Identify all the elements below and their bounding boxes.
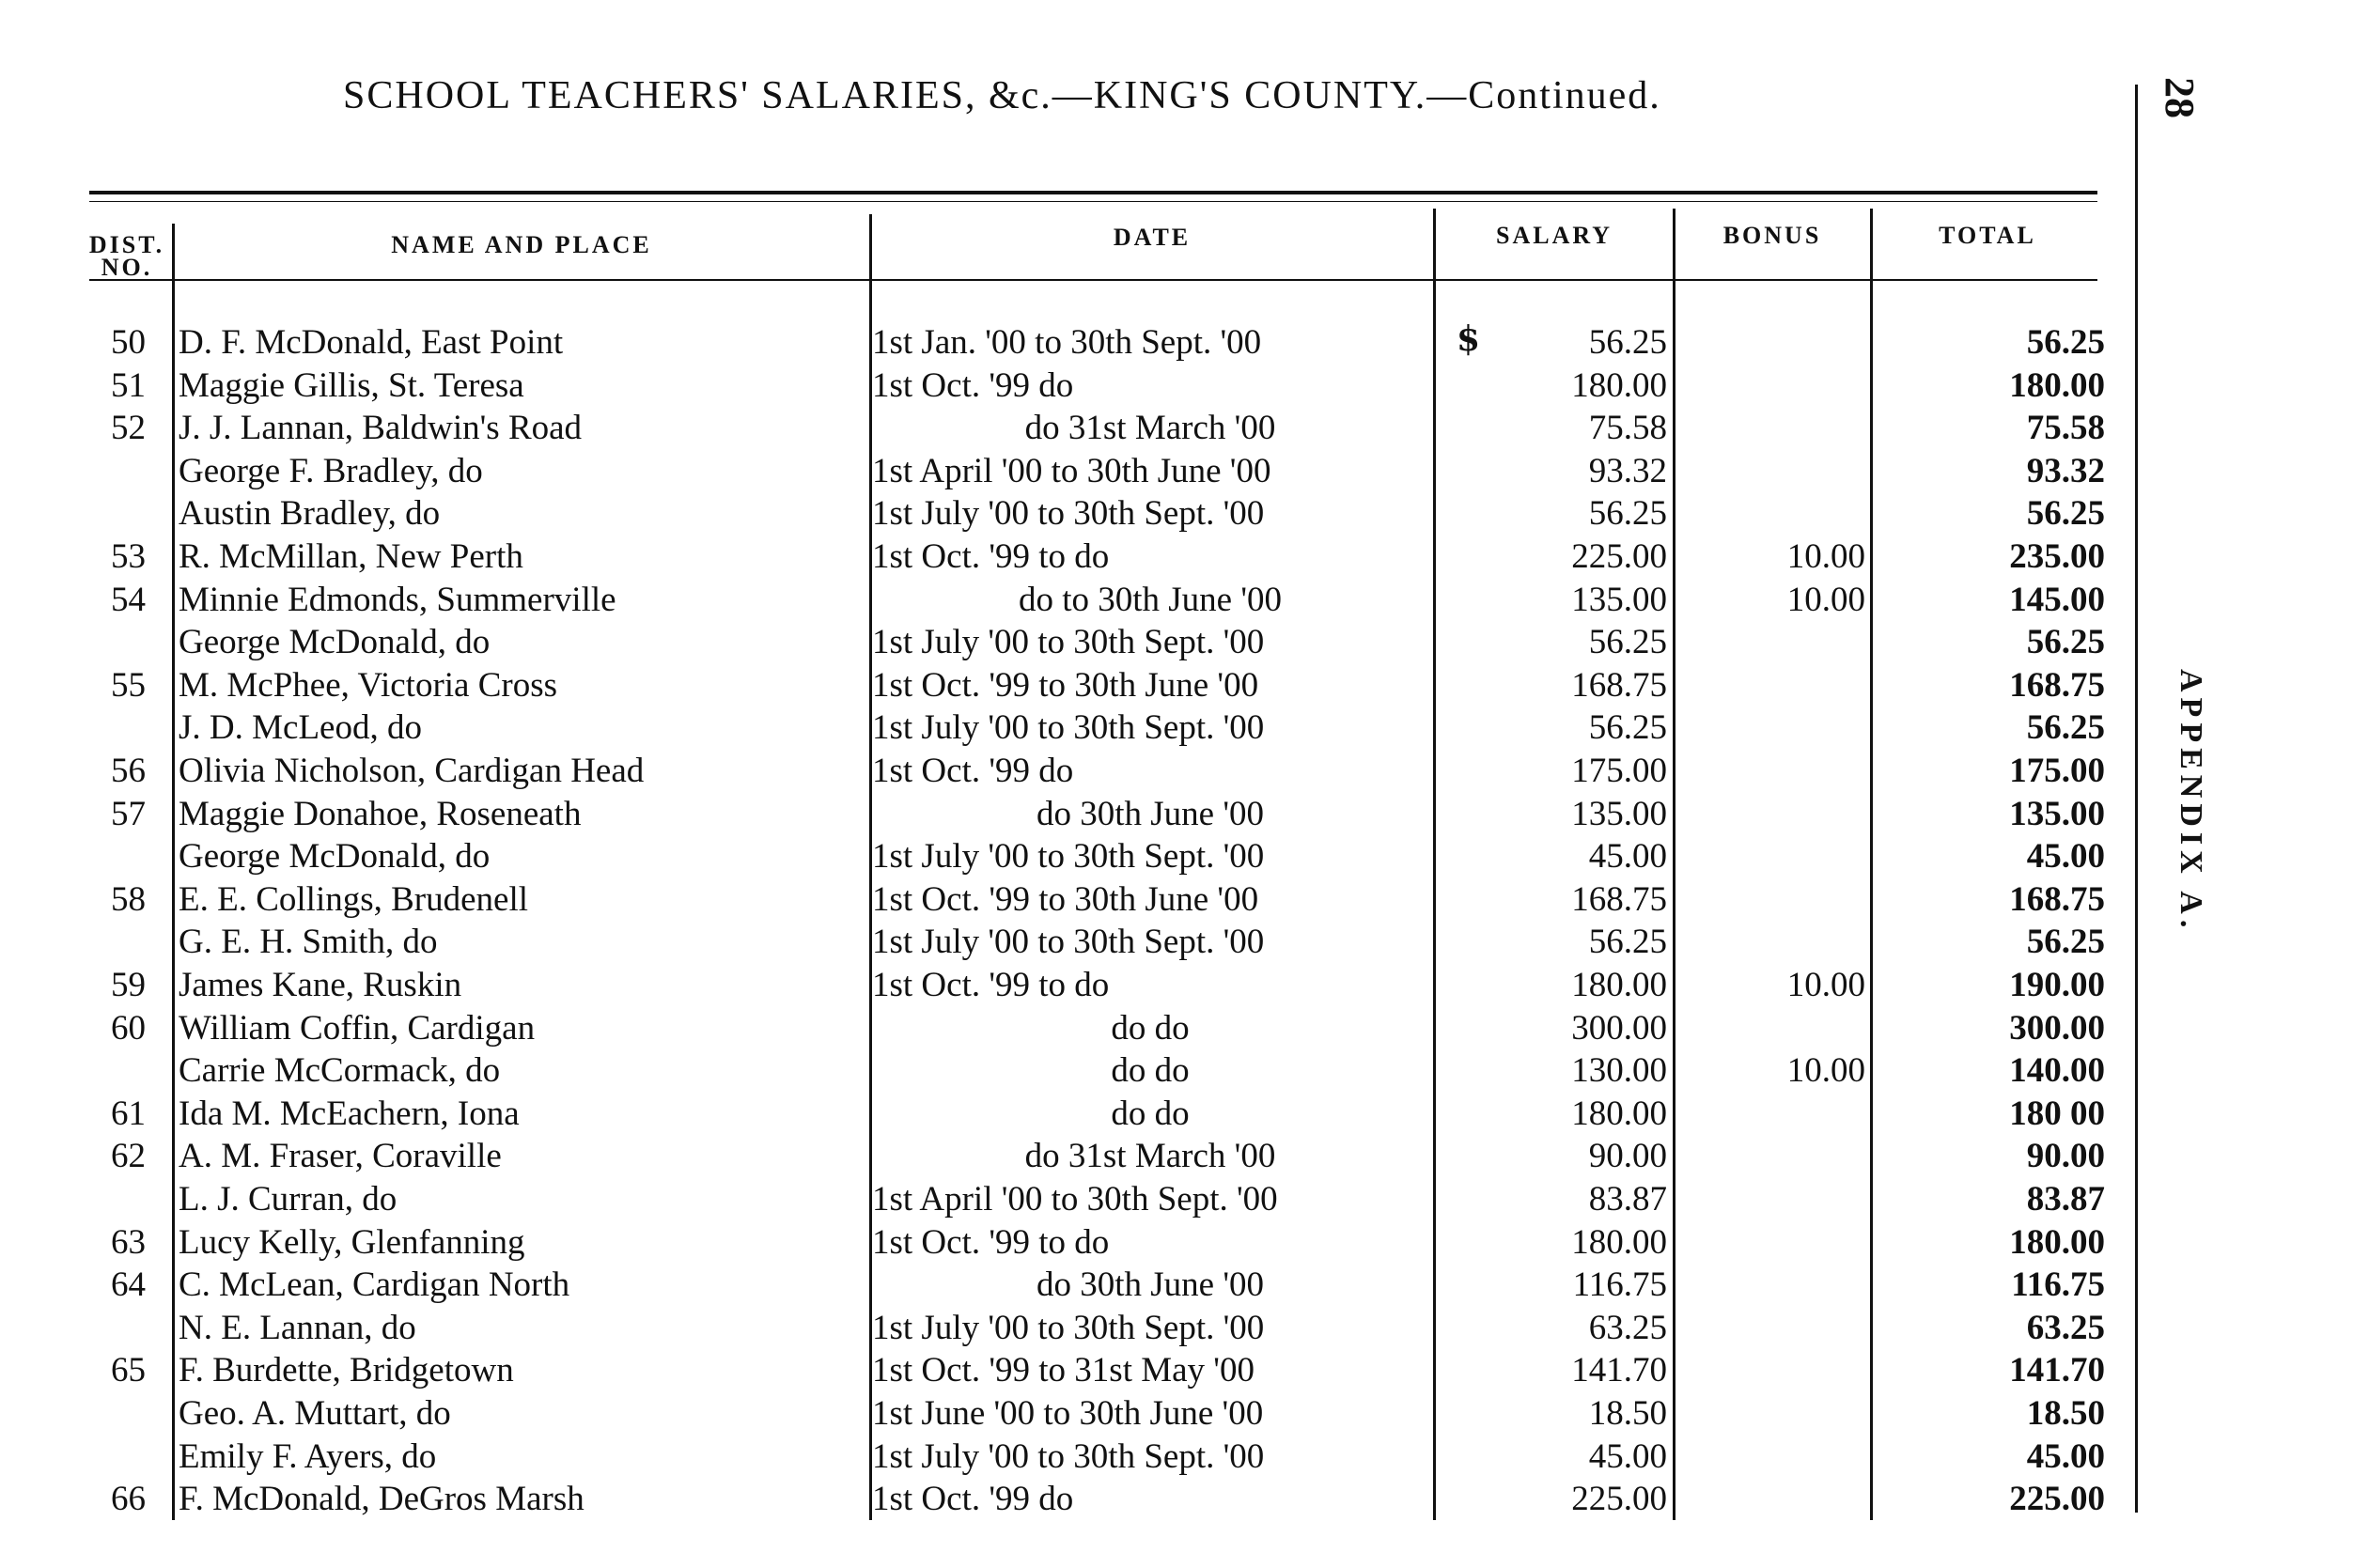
total-amount: 190.00 <box>2009 966 2105 1004</box>
dist-number: 64 <box>111 1265 146 1304</box>
teacher-name-place: A. M. Fraser, Coraville <box>179 1137 502 1175</box>
teacher-name-place: F. Burdette, Bridgetown <box>179 1351 514 1389</box>
teacher-name-place: F. McDonald, DeGros Marsh <box>179 1480 584 1518</box>
dist-number: 62 <box>111 1137 146 1175</box>
total-amount: 180.00 <box>2009 366 2105 405</box>
table-row <box>0 1136 2161 1177</box>
teacher-name-place: E. E. Collings, Brudenell <box>179 880 529 919</box>
date-range: 1st July '00 to 30th Sept. '00 <box>872 923 1265 961</box>
table-row <box>0 1094 2161 1135</box>
dist-number: 55 <box>111 666 146 705</box>
table-row <box>0 751 2161 792</box>
table-row <box>0 1008 2161 1049</box>
header-date: DATE <box>1113 224 1192 251</box>
dist-number: 51 <box>111 366 146 405</box>
total-amount: 56.25 <box>2026 623 2105 661</box>
dist-number: 57 <box>111 795 146 833</box>
date-range: 1st Oct. '99 do <box>872 752 1074 790</box>
date-range: 1st Jan. '00 to 30th Sept. '00 <box>872 323 1262 362</box>
date-range: do 31st March '00 <box>1024 1137 1276 1175</box>
total-amount: 116.75 <box>2011 1265 2105 1304</box>
date-range: 1st Oct. '99 do <box>872 1480 1074 1518</box>
total-amount: 56.25 <box>2026 323 2105 362</box>
salary-amount: 180.00 <box>1571 966 1667 1004</box>
teacher-name-place: William Coffin, Cardigan <box>179 1009 536 1048</box>
teacher-name-place: L. J. Curran, do <box>179 1180 397 1219</box>
total-amount: 63.25 <box>2026 1309 2105 1347</box>
dist-number: 66 <box>111 1480 146 1518</box>
currency-symbol: $ <box>1457 319 1481 359</box>
table-row <box>0 493 2161 535</box>
teacher-name-place: Ida M. McEachern, Iona <box>179 1094 520 1133</box>
date-range: 1st Oct. '99 to 30th June '00 <box>872 880 1259 919</box>
salary-amount: 63.25 <box>1588 1309 1667 1347</box>
table-row <box>0 622 2161 663</box>
salary-amount: 116.75 <box>1572 1265 1667 1304</box>
total-amount: 90.00 <box>2026 1137 2105 1175</box>
table-row <box>0 922 2161 963</box>
salary-amount: 225.00 <box>1571 1480 1667 1518</box>
salary-amount: 90.00 <box>1588 1137 1667 1175</box>
total-amount: 83.87 <box>2026 1180 2105 1219</box>
total-amount: 175.00 <box>2009 752 2105 790</box>
teacher-name-place: R. McMillan, New Perth <box>179 537 523 576</box>
total-amount: 168.75 <box>2009 880 2105 919</box>
teacher-name-place: Olivia Nicholson, Cardigan Head <box>179 752 645 790</box>
total-amount: 45.00 <box>2026 1437 2105 1476</box>
total-amount: 75.58 <box>2026 409 2105 447</box>
date-range: 1st Oct. '99 to 30th June '00 <box>872 666 1259 705</box>
total-amount: 145.00 <box>2009 581 2105 619</box>
teacher-name-place: Austin Bradley, do <box>179 494 441 533</box>
total-amount: 18.50 <box>2026 1394 2105 1433</box>
date-range: do 30th June '00 <box>1036 795 1265 833</box>
dist-number: 52 <box>111 409 146 447</box>
page-title: SCHOOL TEACHERS' SALARIES, &c.—KING'S COUNTY.—Continued. <box>343 74 1661 117</box>
total-amount: 141.70 <box>2009 1351 2105 1389</box>
date-range: 1st Oct. '99 to do <box>872 966 1110 1004</box>
salary-amount: 56.25 <box>1588 923 1667 961</box>
date-range: do do <box>1111 1009 1190 1048</box>
date-range: 1st July '00 to 30th Sept. '00 <box>872 1309 1265 1347</box>
header-no: NO. <box>101 254 153 281</box>
total-amount: 225.00 <box>2009 1480 2105 1518</box>
teacher-name-place: D. F. McDonald, East Point <box>179 323 564 362</box>
table-row <box>0 322 2161 364</box>
date-range: 1st April '00 to 30th June '00 <box>872 452 1271 490</box>
table-row <box>0 1050 2161 1092</box>
table-row <box>0 1479 2161 1520</box>
salary-amount: 175.00 <box>1571 752 1667 790</box>
total-amount: 135.00 <box>2009 795 2105 833</box>
total-amount: 56.25 <box>2026 494 2105 533</box>
teacher-name-place: G. E. H. Smith, do <box>179 923 438 961</box>
table-row <box>0 580 2161 621</box>
dist-number: 54 <box>111 581 146 619</box>
salary-amount: 93.32 <box>1588 452 1667 490</box>
page-number: 28 <box>2157 77 2203 118</box>
total-amount: 56.25 <box>2026 923 2105 961</box>
header-total: TOTAL <box>1939 222 2036 249</box>
teacher-name-place: Minnie Edmonds, Summerville <box>179 581 616 619</box>
table-row <box>0 836 2161 877</box>
date-range: 1st July '00 to 30th Sept. '00 <box>872 1437 1265 1476</box>
salary-amount: 168.75 <box>1571 666 1667 705</box>
table-row <box>0 1265 2161 1306</box>
header-salary: SALARY <box>1496 222 1613 249</box>
teacher-name-place: George F. Bradley, do <box>179 452 483 490</box>
date-range: 1st Oct. '99 do <box>872 366 1074 405</box>
total-amount: 180.00 <box>2009 1223 2105 1262</box>
salary-amount: 56.25 <box>1588 494 1667 533</box>
header-name-place: NAME AND PLACE <box>391 231 652 258</box>
total-amount: 140.00 <box>2009 1051 2105 1090</box>
date-range: do 31st March '00 <box>1024 409 1276 447</box>
date-range: 1st July '00 to 30th Sept. '00 <box>872 708 1265 747</box>
date-range: 1st July '00 to 30th Sept. '00 <box>872 837 1265 876</box>
table-row <box>0 1308 2161 1349</box>
table-row <box>0 1222 2161 1264</box>
salary-amount: 135.00 <box>1571 795 1667 833</box>
teacher-name-place: Carrie McCormack, do <box>179 1051 501 1090</box>
date-range: do to 30th June '00 <box>1018 581 1283 619</box>
table-row <box>0 1179 2161 1220</box>
table-row <box>0 707 2161 749</box>
salary-amount: 83.87 <box>1588 1180 1667 1219</box>
teacher-name-place: Geo. A. Muttart, do <box>179 1394 451 1433</box>
salary-amount: 168.75 <box>1571 880 1667 919</box>
bonus-amount: 10.00 <box>1786 966 1865 1004</box>
header-dist: DIST. <box>88 231 165 258</box>
header-top-rule-thin <box>89 201 2097 202</box>
table-row <box>0 536 2161 578</box>
salary-amount: 18.50 <box>1588 1394 1667 1433</box>
date-range: 1st July '00 to 30th Sept. '00 <box>872 494 1265 533</box>
teacher-name-place: Lucy Kelly, Glenfanning <box>179 1223 525 1262</box>
header-bonus: BONUS <box>1722 222 1822 249</box>
salary-amount: 45.00 <box>1588 1437 1667 1476</box>
teacher-name-place: J. D. McLeod, do <box>179 708 422 747</box>
teacher-name-place: M. McPhee, Victoria Cross <box>179 666 558 705</box>
appendix-label: APPENDIX A. <box>2174 669 2208 934</box>
teacher-name-place: James Kane, Ruskin <box>179 966 462 1004</box>
table-row <box>0 1393 2161 1435</box>
date-range: 1st April '00 to 30th Sept. '00 <box>872 1180 1278 1219</box>
table-row <box>0 965 2161 1006</box>
total-amount: 93.32 <box>2026 452 2105 490</box>
teacher-name-place: N. E. Lannan, do <box>179 1309 416 1347</box>
teacher-name-place: Maggie Donahoe, Roseneath <box>179 795 582 833</box>
salary-amount: 56.25 <box>1588 708 1667 747</box>
salary-amount: 135.00 <box>1571 581 1667 619</box>
teacher-name-place: George McDonald, do <box>179 837 491 876</box>
salary-amount: 300.00 <box>1571 1009 1667 1048</box>
total-amount: 180 00 <box>2009 1094 2105 1133</box>
total-amount: 300.00 <box>2009 1009 2105 1048</box>
salary-amount: 180.00 <box>1571 1094 1667 1133</box>
date-range: 1st June '00 to 30th June '00 <box>872 1394 1264 1433</box>
salary-amount: 56.25 <box>1588 623 1667 661</box>
salary-amount: 180.00 <box>1571 1223 1667 1262</box>
bonus-amount: 10.00 <box>1786 581 1865 619</box>
dist-number: 58 <box>111 880 146 919</box>
table-row <box>0 794 2161 835</box>
salary-amount: 45.00 <box>1588 837 1667 876</box>
salary-amount: 75.58 <box>1588 409 1667 447</box>
teacher-name-place: J. J. Lannan, Baldwin's Road <box>179 409 583 447</box>
table-row <box>0 408 2161 449</box>
date-range: do 30th June '00 <box>1036 1265 1265 1304</box>
date-range: 1st Oct. '99 to do <box>872 537 1110 576</box>
date-range: do do <box>1111 1094 1190 1133</box>
dist-number: 63 <box>111 1223 146 1262</box>
dist-number: 56 <box>111 752 146 790</box>
total-amount: 168.75 <box>2009 666 2105 705</box>
dist-number: 59 <box>111 966 146 1004</box>
dist-number: 61 <box>111 1094 146 1133</box>
salary-amount: 56.25 <box>1588 323 1667 362</box>
dist-number: 65 <box>111 1351 146 1389</box>
total-amount: 45.00 <box>2026 837 2105 876</box>
teacher-name-place: George McDonald, do <box>179 623 491 661</box>
teacher-name-place: C. McLean, Cardigan North <box>179 1265 570 1304</box>
bonus-amount: 10.00 <box>1786 537 1865 576</box>
total-amount: 235.00 <box>2009 537 2105 576</box>
dist-number: 53 <box>111 537 146 576</box>
date-range: 1st Oct. '99 to do <box>872 1223 1110 1262</box>
total-amount: 56.25 <box>2026 708 2105 747</box>
header-bottom-rule <box>89 279 2097 281</box>
teacher-name-place: Maggie Gillis, St. Teresa <box>179 366 524 405</box>
table-row <box>0 1350 2161 1391</box>
dist-number: 60 <box>111 1009 146 1048</box>
salary-amount: 141.70 <box>1571 1351 1667 1389</box>
dist-number: 50 <box>111 323 146 362</box>
table-row <box>0 365 2161 407</box>
date-range: do do <box>1111 1051 1190 1090</box>
salary-amount: 180.00 <box>1571 366 1667 405</box>
date-range: 1st Oct. '99 to 31st May '00 <box>872 1351 1255 1389</box>
header-top-rule <box>89 191 2097 194</box>
table-row <box>0 451 2161 492</box>
teacher-name-place: Emily F. Ayers, do <box>179 1437 437 1476</box>
bonus-amount: 10.00 <box>1786 1051 1865 1090</box>
table-row <box>0 1436 2161 1478</box>
date-range: 1st July '00 to 30th Sept. '00 <box>872 623 1265 661</box>
salary-amount: 225.00 <box>1571 537 1667 576</box>
table-row <box>0 879 2161 921</box>
salary-amount: 130.00 <box>1571 1051 1667 1090</box>
table-row <box>0 665 2161 706</box>
